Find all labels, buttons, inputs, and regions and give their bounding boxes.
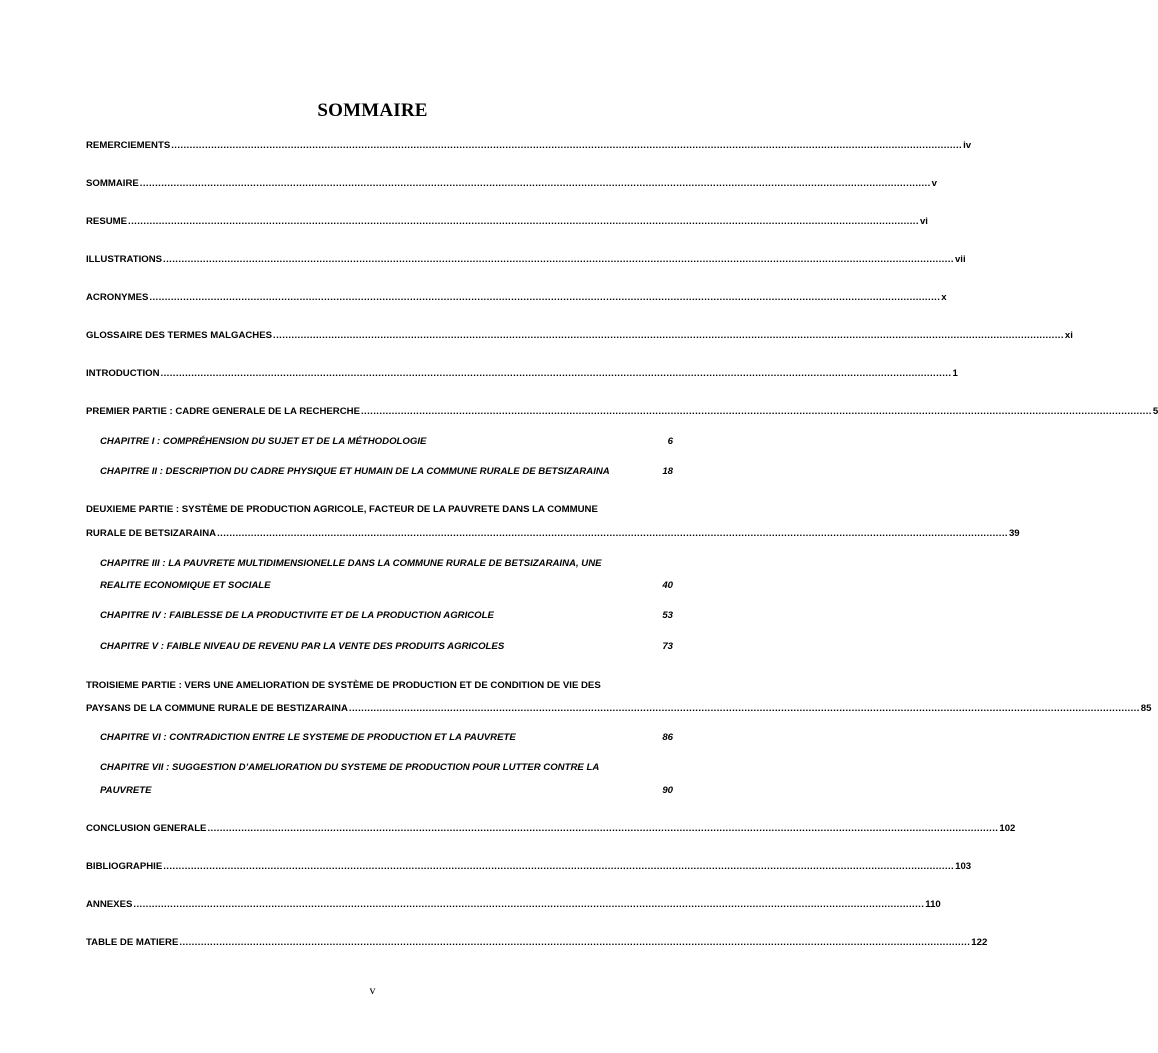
toc-leader: ..................................................................................................................................................................................................................................................................	[160, 368, 952, 379]
toc-page-number: 85	[1140, 703, 1152, 714]
toc-leader: ..................................................................................................................................................................................................................................................................	[133, 899, 925, 910]
toc-entry-remerciements	[86, 138, 972, 154]
toc-page-number: 40	[662, 580, 673, 591]
toc-leader: ..................................................................................................................................................................................................................................................................	[149, 292, 941, 303]
toc-label: BIBLIOGRAPHIE	[86, 861, 163, 872]
toc-entry-conclusion	[86, 821, 1016, 837]
toc-label: CHAPITRE V : FAIBLE NIVEAU DE REVENU PAR LA VENTE DES PRODUITS AGRICOLES	[100, 641, 505, 652]
toc-label: CONCLUSION GENERALE	[86, 823, 207, 834]
toc-label: ANNEXES	[86, 899, 133, 910]
toc-entry-chapitre-7-line1: CHAPITRE VII : SUGGESTION D’AMELIORATION DU SYSTEME DE PRODUCTION POUR LUTTER CONTRE LA	[100, 762, 600, 773]
toc-entry-premier-partie	[86, 404, 1158, 420]
toc-label: TABLE DE MATIERE	[86, 937, 179, 948]
toc-entry-introduction	[86, 366, 958, 382]
toc-entry-troisieme-partie-line1: TROISIEME PARTIE : VERS UNE AMELIORATION DE SYSTÈME DE PRODUCTION ET DE CONDITION DE VIE DES	[86, 680, 601, 691]
toc-page-number: x	[941, 292, 947, 303]
toc-leader: ..................................................................................................................................................................................................................................................................	[139, 178, 931, 189]
page-title: SOMMAIRE	[317, 100, 428, 121]
toc-entry-chapitre-6	[100, 730, 673, 746]
toc-entry-deuxieme-partie-line1: DEUXIEME PARTIE : SYSTÈME DE PRODUCTION AGRICOLE, FACTEUR DE LA PAUVRETE DANS LA COMMUNE	[86, 504, 598, 515]
toc-label: PREMIER PARTIE : CADRE GENERALE DE LA RECHERCHE	[86, 406, 360, 417]
toc-page-number: 110	[925, 899, 941, 910]
toc-leader: ..................................................................................................................................................................................................................................................................	[207, 823, 999, 834]
toc-entry-resume	[86, 214, 928, 230]
toc-page-number: 90	[662, 785, 673, 796]
toc-label: RESUME	[86, 216, 128, 227]
toc-leader: ..................................................................................................................................................................................................................................................................	[163, 861, 955, 872]
toc-label: PAUVRETE	[100, 785, 152, 796]
toc-entry-bibliographie	[86, 859, 972, 875]
toc-page-number: vii	[954, 254, 966, 265]
toc-page-number: 86	[662, 732, 673, 743]
toc-label: CHAPITRE VI : CONTRADICTION ENTRE LE SYSTEME DE PRODUCTION ET LA PAUVRETE	[100, 732, 516, 743]
toc-leader: ..................................................................................................................................................................................................................................................................	[163, 254, 954, 265]
toc-entry-glossaire	[86, 328, 1073, 344]
toc-label: ILLUSTRATIONS	[86, 254, 163, 265]
toc-leader: ..................................................................................................................................................................................................................................................................	[273, 330, 1064, 341]
toc-page-number: vi	[919, 216, 928, 227]
toc-leader: ..................................................................................................................................................................................................................................................................	[171, 140, 963, 151]
toc-entry-table-de-matiere	[86, 935, 988, 951]
toc-entry-chapitre-2	[100, 464, 673, 480]
toc-entry-annexes	[86, 897, 941, 913]
toc-label: CHAPITRE I : COMPRÉHENSION DU SUJET ET DE LA MÉTHODOLOGIE	[100, 436, 427, 447]
toc-entry-illustrations	[86, 252, 966, 268]
toc-label: REMERCIEMENTS	[86, 140, 171, 151]
toc-entry-chapitre-5	[100, 639, 673, 655]
toc-label: GLOSSAIRE DES TERMES MALGACHES	[86, 330, 273, 341]
toc-label: REALITE ECONOMIQUE ET SOCIALE	[100, 580, 271, 591]
toc-entry-acronymes	[86, 290, 947, 306]
toc-entry-troisieme-partie	[86, 701, 1152, 717]
toc-leader: ..................................................................................................................................................................................................................................................................	[128, 216, 919, 227]
toc-page-number: 39	[1008, 528, 1020, 539]
toc-leader: ..................................................................................................................................................................................................................................................................	[179, 937, 971, 948]
toc-page-number: iv	[963, 140, 972, 151]
toc-leader: ..................................................................................................................................................................................................................................................................	[217, 528, 1008, 539]
toc-label: RURALE DE BETSIZARAINA	[86, 528, 217, 539]
toc-label: PAYSANS DE LA COMMUNE RURALE DE BESTIZARAINA	[86, 703, 348, 714]
toc-entry-deuxieme-partie	[86, 526, 1020, 542]
toc-label: CHAPITRE II : DESCRIPTION DU CADRE PHYSIQUE ET HUMAIN DE LA COMMUNE RURALE DE BETSIZARAINA	[100, 466, 610, 477]
toc-entry-sommaire	[86, 176, 937, 192]
toc-page-number: 18	[662, 466, 673, 477]
toc-page-number: 102	[999, 823, 1016, 834]
toc-page-number: v	[931, 178, 937, 189]
toc-leader: ..................................................................................................................................................................................................................................................................	[348, 703, 1140, 714]
toc-page-number: 122	[971, 937, 988, 948]
toc-page-number: 5	[1152, 406, 1158, 417]
toc-page-number: 73	[662, 641, 673, 652]
toc-page-number: 53	[662, 610, 673, 621]
toc-entry-chapitre-7	[100, 783, 673, 799]
toc-page-number: 6	[667, 436, 673, 447]
toc-leader: ..................................................................................................................................................................................................................................................................	[360, 406, 1152, 417]
toc-label: SOMMAIRE	[86, 178, 139, 189]
toc-page-number: 1	[952, 368, 958, 379]
toc-entry-chapitre-1	[100, 434, 673, 450]
toc-label: CHAPITRE IV : FAIBLESSE DE LA PRODUCTIVITE ET DE LA PRODUCTION AGRICOLE	[100, 610, 494, 621]
toc-page-number: xi	[1064, 330, 1073, 341]
toc-entry-chapitre-3	[100, 578, 673, 594]
toc-entry-chapitre-3-line1: CHAPITRE III : LA PAUVRETE MULTIDIMENSIONELLE DANS LA COMMUNE RURALE DE BETSIZARAINA, UNE	[100, 558, 602, 569]
toc-page-number: 103	[955, 861, 972, 872]
toc-label: INTRODUCTION	[86, 368, 160, 379]
page-number-footer: v	[369, 983, 376, 997]
toc-entry-chapitre-4	[100, 608, 673, 624]
toc-label: ACRONYMES	[86, 292, 149, 303]
